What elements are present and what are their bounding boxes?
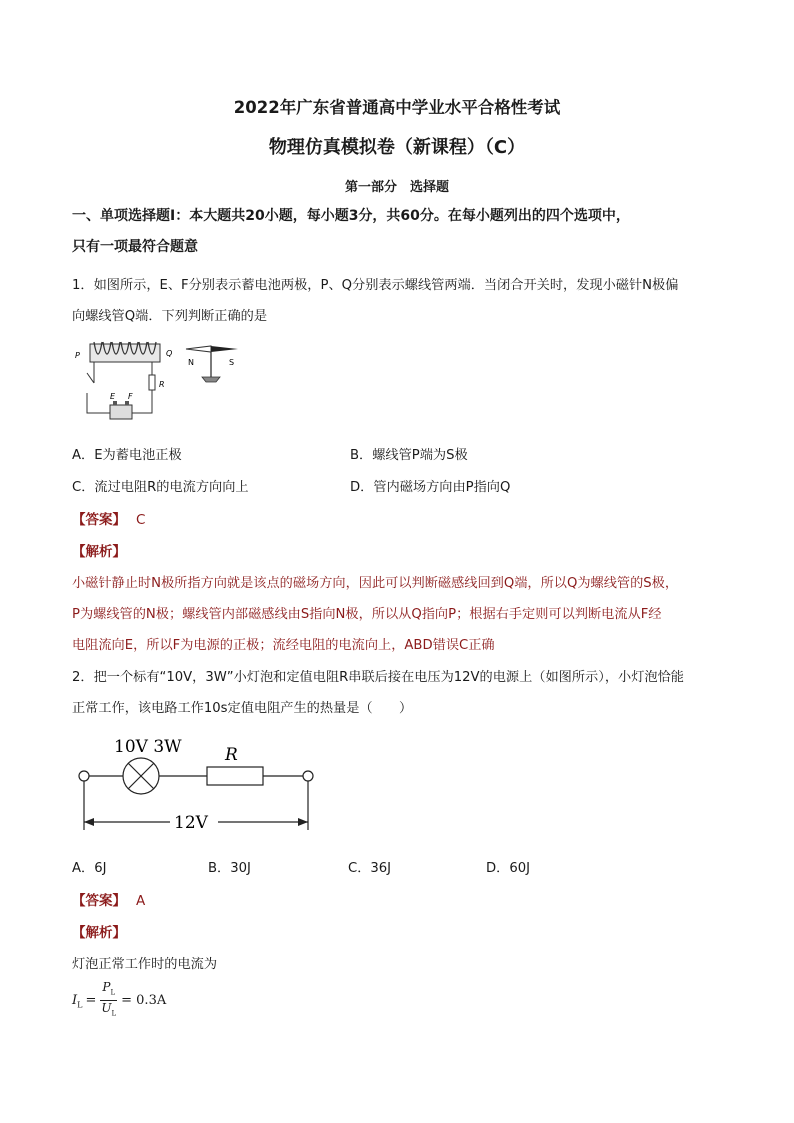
label-n: N [188, 358, 194, 367]
exam-subtitle: 物理仿真模拟卷（新课程）（C） [268, 137, 526, 158]
voltage-label: 12V [174, 813, 208, 833]
formula-den-sub: L [111, 1009, 117, 1018]
lamp-label: 10V 3W [114, 737, 182, 757]
q1-analysis-line1: 小磁针静止时N极所指方向就是该点的磁场方向，因此可以判断磁感线回到Q端，所以Q为螺线管的S极， [72, 576, 679, 591]
label-e: E [110, 392, 116, 401]
q2-stem-line1: 2．把一个标有“10V，3W”小灯泡和定值电阻R串联后接在电压为12V的电源上（如图所示），小灯泡恰能 [72, 670, 684, 685]
q1-analysis-line3: 电阻流向E，所以F为电源的正极；流经电阻的电流向上，ABD错误C正确 [72, 638, 495, 653]
q1-option-b: B．螺线管P端为S极 [350, 448, 468, 463]
q1-analysis-line2: P为螺线管的N极；螺线管内部磁感线由S指向N极，所以从Q指向P；根据右手定则可以判断电流从F经 [72, 607, 662, 622]
q2-answer-label: 【答案】 [72, 893, 126, 909]
q2-circuit-figure [70, 730, 330, 840]
q2-option-c: C．36J [348, 861, 392, 876]
q1-option-a: A．E为蓄电池正极 [72, 448, 182, 463]
q2-analysis-line1: 灯泡正常工作时的电流为 [72, 957, 218, 972]
resistor-label: R [225, 745, 238, 765]
label-q: Q [166, 349, 173, 358]
q2-option-a: A．6J [72, 861, 107, 876]
q2-analysis-label: 【解析】 [72, 925, 126, 941]
label-r: R [159, 380, 165, 389]
q2-option-d: D．60J [486, 861, 531, 876]
q2-option-b: B．30J [208, 861, 251, 876]
label-f: F [128, 392, 133, 401]
exam-title: 2022年广东省普通高中学业水平合格性考试 [233, 98, 561, 117]
formula-rhs: = 0.3A [121, 993, 167, 1009]
q1-stem-line1: 1．如图所示，E、F分别表示蓄电池两极，P、Q分别表示螺线管两端．当闭合开关时，发现小磁针N极偏 [72, 278, 679, 293]
section-heading-line1: 一、单项选择题Ⅰ：本大题共20小题，每小题3分，共60分。在每小题列出的四个选项中， [72, 208, 630, 224]
q2-answer [72, 889, 145, 909]
q1-answer [72, 508, 145, 528]
section-heading-line2: 只有一项最符合题意 [72, 239, 198, 255]
q2-stem-line2: 正常工作，该电路工作10s定值电阻产生的热量是（ ） [72, 701, 413, 716]
formula-lhs: I [72, 992, 78, 1008]
q1-analysis-label: 【解析】 [72, 544, 126, 560]
formula-fraction [99, 980, 118, 1022]
q1-option-c: C．流过电阻R的电流方向向上 [72, 480, 249, 495]
formula-num-sub: L [110, 988, 116, 997]
q1-option-d: D．管内磁场方向由P指向Q [350, 480, 511, 495]
formula-lhs-sub: L [77, 1000, 83, 1010]
current-formula: $I_L$ = $\frac{P_L}{U_L}$ = 0.3A [72, 980, 166, 1022]
q2-answer-value: A [136, 893, 146, 909]
q1-answer-value: C [136, 512, 146, 528]
label-s: S [229, 358, 235, 367]
formula-num: P [102, 980, 111, 994]
formula-den: U [101, 1001, 112, 1016]
part-heading: 第一部分 选择题 [344, 180, 449, 195]
q1-circuit-figure [70, 335, 260, 435]
q1-answer-label: 【答案】 [72, 512, 126, 528]
label-p: P [75, 351, 80, 360]
q1-stem-line2: 向螺线管Q端．下列判断正确的是 [72, 309, 268, 324]
